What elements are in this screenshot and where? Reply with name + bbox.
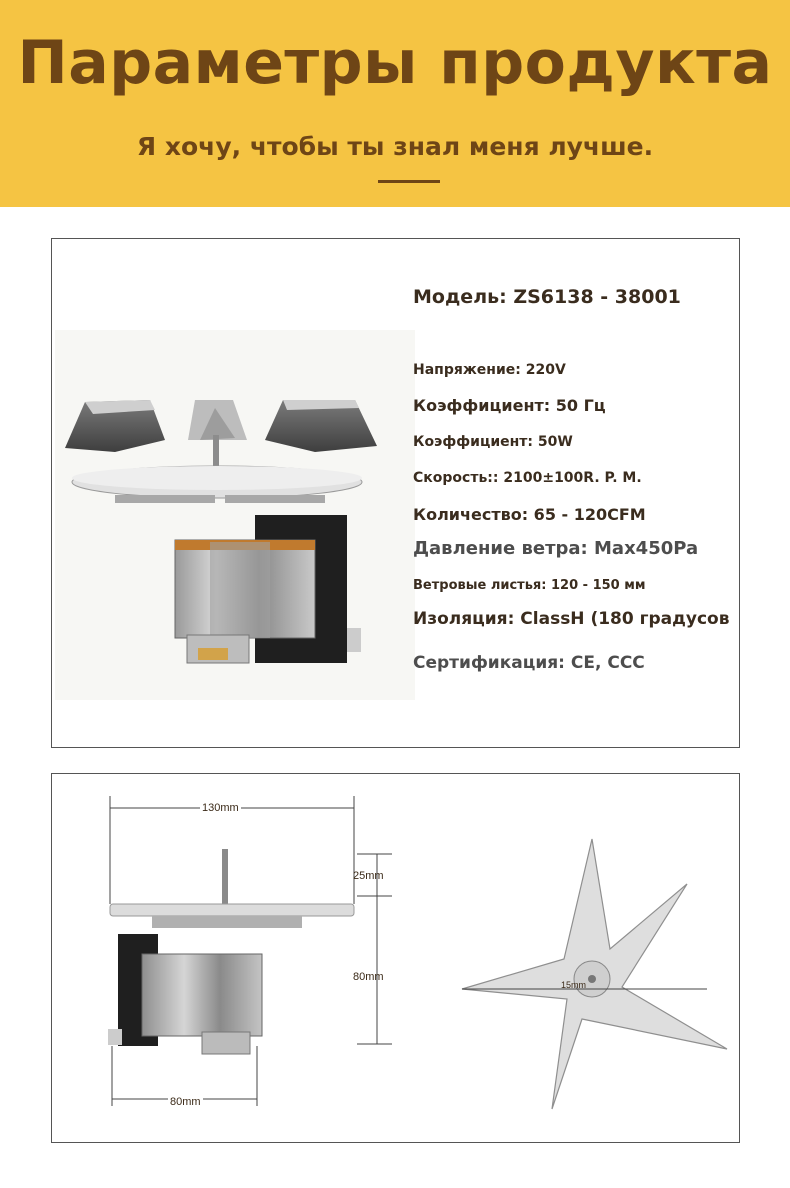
spec-blades: Ветровые листья: 120 - 150 мм: [413, 578, 646, 593]
title-underline: [378, 180, 440, 183]
dim-body-height: 80mm: [353, 971, 384, 983]
motor-photo: [55, 330, 415, 700]
header-banner: [0, 0, 790, 207]
spec-model: Модель: ZS6138 - 38001: [413, 286, 681, 308]
dim-shaft-height: 25mm: [353, 870, 384, 882]
spec-speed: Скорость:: 2100±100R. P. M.: [413, 470, 642, 486]
dimension-drawing: [52, 774, 739, 1142]
spec-pressure: Давление ветра: Max450Pa: [413, 538, 699, 559]
fan-blade-star: [462, 839, 727, 1109]
spec-frequency: Коэффициент: 50 Гц: [413, 396, 606, 415]
spec-certification: Сертификация: CE, CCC: [413, 653, 645, 673]
spec-voltage: Напряжение: 220V: [413, 362, 566, 378]
dim-top-width: 130mm: [202, 802, 239, 814]
spec-power: Коэффициент: 50W: [413, 434, 573, 450]
spec-insulation: Изоляция: ClassH (180 градусов: [413, 609, 730, 629]
dim-hub: 15mm: [561, 980, 587, 990]
dim-base-width: 80mm: [170, 1096, 201, 1108]
page-title: Параметры продукта: [17, 28, 773, 98]
spec-airflow: Количество: 65 - 120CFM: [413, 505, 646, 524]
motor-side-view: [108, 849, 354, 1054]
page-subtitle: Я хочу, чтобы ты знал меня лучше.: [136, 132, 654, 161]
